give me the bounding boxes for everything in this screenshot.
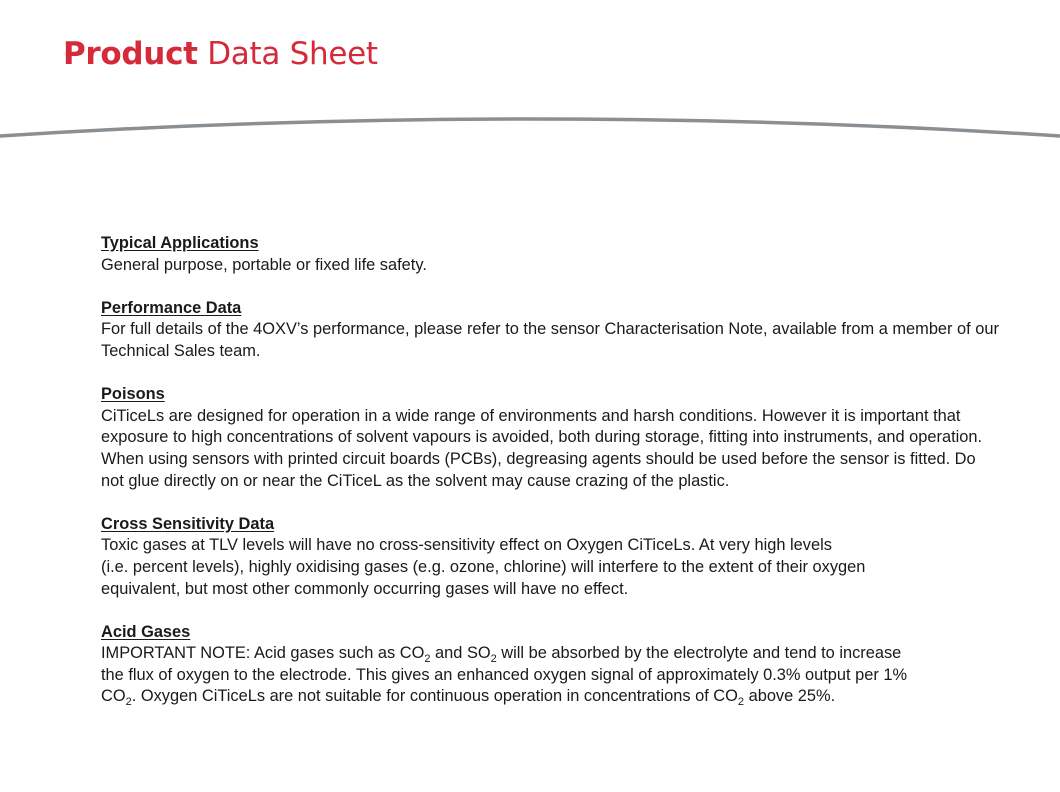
text-run: will be absorbed by the electrolyte and tend to increase (496, 644, 902, 663)
header-divider (0, 112, 1060, 142)
section-acid-gases (101, 622, 1001, 708)
section-heading: Performance Data (101, 298, 242, 317)
subscript: 2 (125, 696, 132, 709)
section-text: CiTiceLs are designed for operation in a wide range of environments and harsh conditions. However it is important that exposure to high concentrations of solvent vapours is avoided, both during storage, fitting into instruments, and operation. When using sensors with printed circuit boards (PCBs), degreasing agents should be used before the sensor is fitted. Do not glue directly on or near the CiTiceL as the solvent may cause crazing of the plastic. (101, 406, 983, 490)
document-body (101, 233, 1001, 730)
section-typical-applications (101, 233, 1001, 276)
text-run: and SO (430, 644, 491, 663)
text-run: . Oxygen CiTiceLs are not suitable for continuous operation in concentrations of CO (131, 687, 738, 706)
subscript: 2 (424, 653, 431, 666)
section-heading: Acid Gases (101, 622, 191, 641)
section-text-line: the flux of oxygen to the electrode. This gives an enhanced oxygen signal of approximately 0.3% output per 1% (101, 665, 908, 684)
section-heading: Cross Sensitivity Data (101, 514, 275, 533)
section-text-line (101, 643, 1001, 665)
section-text-line: (i.e. percent levels), highly oxidising gases (e.g. ozone, chlorine) will interfere to the extent of their oxygen (101, 557, 866, 576)
section-text: For full details of the 4OXV’s performance, please refer to the sensor Characterisation Note, available from a member of our Technical Sales team. (101, 320, 999, 360)
page-title (63, 34, 378, 74)
section-text-line: Toxic gases at TLV levels will have no cross-sensitivity effect on Oxygen CiTiceLs. At very high levels (101, 536, 832, 555)
section-cross-sensitivity-data (101, 514, 1001, 600)
subscript: 2 (737, 696, 745, 709)
text-run: CO (101, 687, 126, 706)
text-run: IMPORTANT NOTE: Acid gases such as CO (101, 644, 425, 663)
section-text-line: equivalent, but most other commonly occurring gases will have no effect. (101, 579, 629, 598)
section-poisons (101, 384, 1001, 492)
page-title-bold: Product (63, 36, 198, 72)
text-run: above 25%. (744, 687, 836, 706)
subscript: 2 (490, 653, 497, 666)
page-title-light: Data Sheet (207, 36, 378, 72)
section-heading: Typical Applications (101, 234, 259, 252)
section-performance-data (101, 298, 1001, 363)
header-divider-curve (0, 119, 1060, 136)
section-text: General purpose, portable or fixed life safety. (101, 255, 427, 274)
section-text-line (101, 686, 1001, 708)
section-heading: Poisons (101, 385, 165, 404)
